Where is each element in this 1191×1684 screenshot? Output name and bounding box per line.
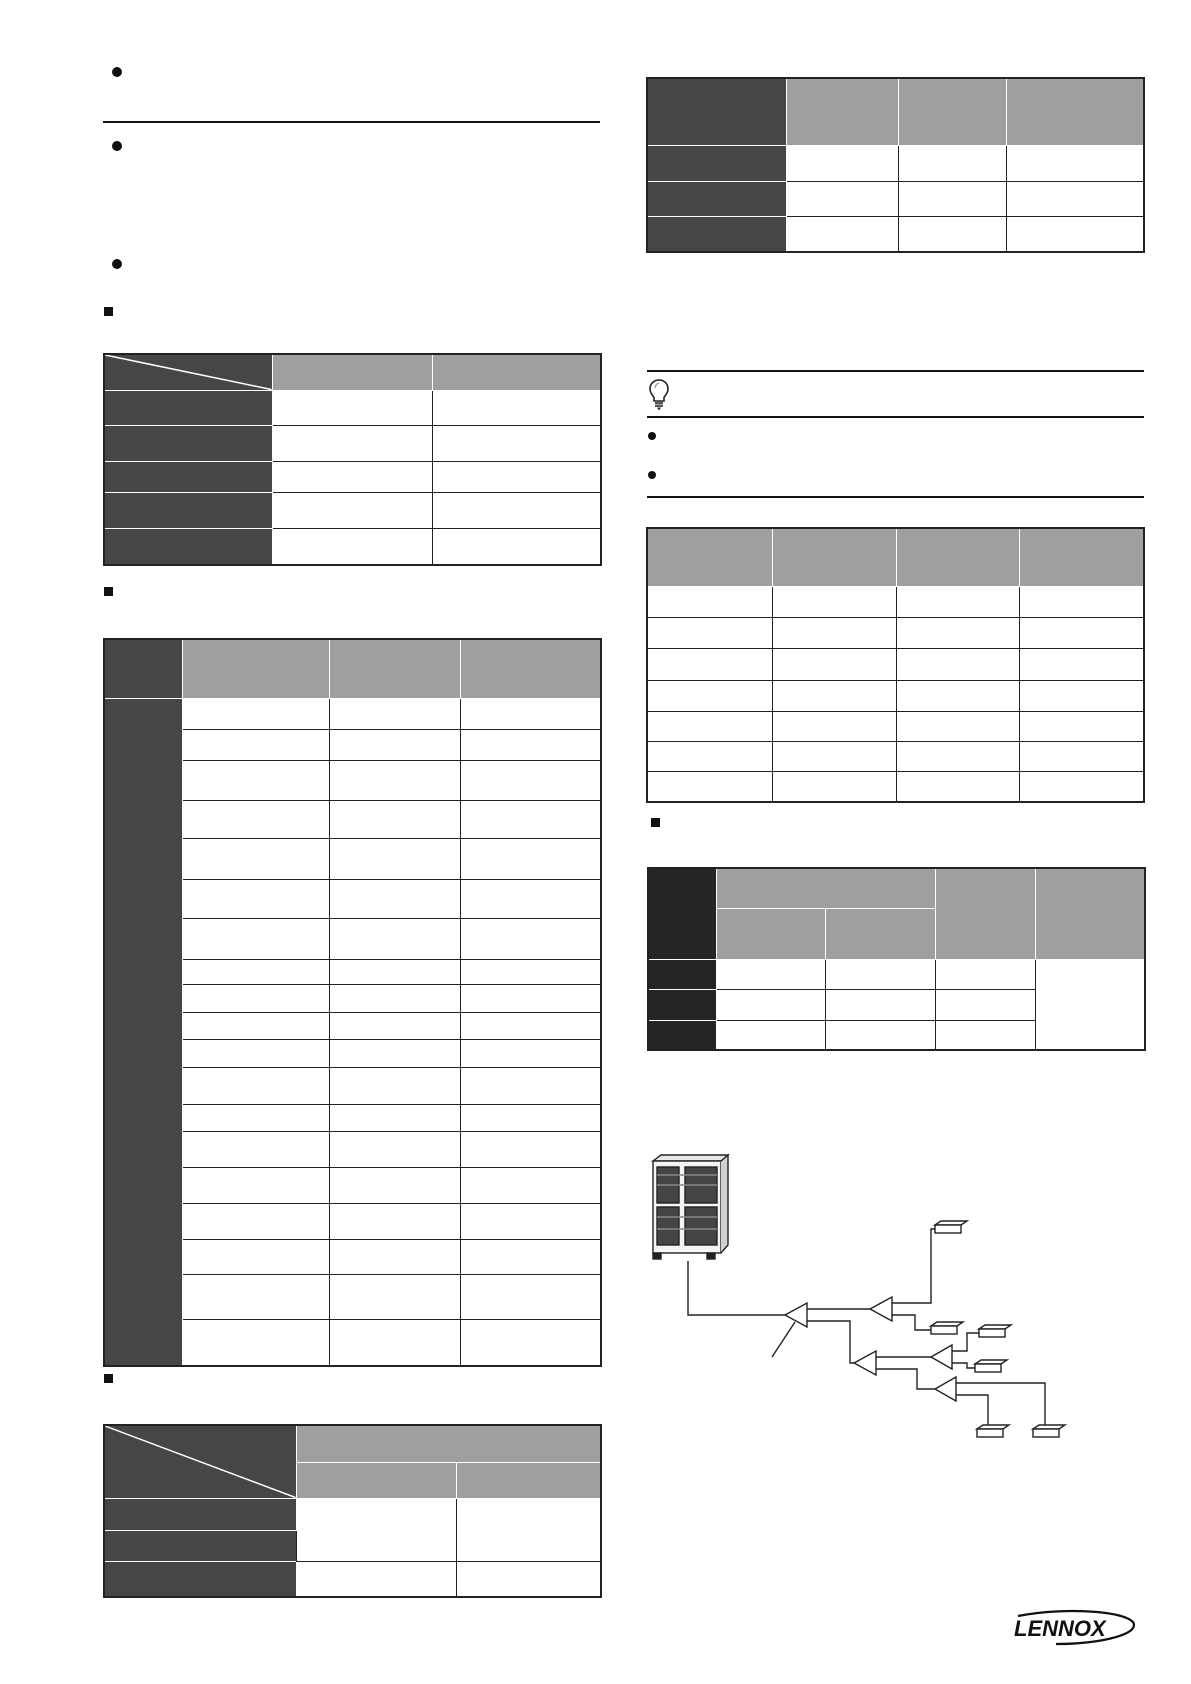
table-header-cell (182, 639, 329, 698)
cell (329, 1274, 460, 1319)
table-header-diagonal (104, 354, 272, 390)
cell (647, 771, 772, 802)
table-header-cell (296, 1425, 601, 1462)
cell (182, 984, 329, 1012)
cell (182, 918, 329, 959)
cell (460, 729, 601, 760)
cell (460, 1167, 601, 1203)
cell (460, 918, 601, 959)
cell (460, 1274, 601, 1319)
cell (1019, 771, 1144, 802)
cell (825, 1020, 935, 1050)
row-header (104, 461, 272, 492)
svg-text:LENNOX: LENNOX (1014, 1616, 1106, 1641)
cell (1006, 145, 1144, 181)
table-header-cell (896, 528, 1019, 586)
cell (647, 648, 772, 680)
lightbulb-icon (649, 379, 669, 412)
cell (460, 1012, 601, 1039)
cell (460, 1039, 601, 1067)
cell (182, 1319, 329, 1366)
table-header-cell (647, 528, 772, 586)
cell (182, 959, 329, 984)
cell (647, 680, 772, 711)
table-header-cell (786, 78, 898, 145)
cell (460, 800, 601, 838)
cell (896, 586, 1019, 617)
cell (329, 729, 460, 760)
cell (329, 918, 460, 959)
cell (182, 1104, 329, 1131)
cell (182, 1131, 329, 1167)
table-header-cell (1035, 868, 1145, 959)
cell (329, 984, 460, 1012)
cell (329, 1067, 460, 1104)
cell (329, 959, 460, 984)
table-header-cell (432, 354, 601, 390)
cell (329, 1012, 460, 1039)
cell (460, 984, 601, 1012)
cell (329, 1319, 460, 1366)
cell (935, 989, 1035, 1020)
cell (460, 1131, 601, 1167)
row-header (104, 528, 272, 565)
cell (460, 879, 601, 918)
cell (786, 145, 898, 181)
cell (898, 216, 1006, 252)
cell (647, 617, 772, 648)
cell (1019, 648, 1144, 680)
section-marker (104, 1374, 113, 1383)
cell (182, 1067, 329, 1104)
cell (182, 1203, 329, 1239)
table-header-cell (1019, 528, 1144, 586)
cell (1006, 181, 1144, 216)
cell (825, 989, 935, 1020)
bullet-dot (112, 141, 122, 151)
table-header-cell (272, 354, 432, 390)
table-2 (103, 638, 602, 1367)
cell (460, 1203, 601, 1239)
section-marker (651, 818, 660, 827)
cell (647, 711, 772, 741)
piping-diagram (645, 1135, 1105, 1455)
row-group-header (104, 698, 182, 1366)
bullet-dot (648, 471, 656, 479)
cell (329, 698, 460, 729)
cell (329, 1239, 460, 1274)
section-marker (104, 307, 113, 316)
table-5 (646, 527, 1145, 803)
tip-top-rule (647, 370, 1144, 372)
table-header-cell (456, 1462, 601, 1498)
divider (103, 121, 600, 123)
row-header (104, 1530, 296, 1561)
table-header-cell (825, 908, 935, 959)
row-header (647, 145, 786, 181)
cell (182, 729, 329, 760)
cell (182, 1039, 329, 1067)
cell (460, 760, 601, 800)
row-header (104, 1498, 296, 1530)
cell (896, 741, 1019, 771)
cell (1019, 586, 1144, 617)
cell (329, 800, 460, 838)
bullet-dot (112, 67, 122, 77)
cell (432, 425, 601, 461)
cell (716, 1020, 825, 1050)
cell (1019, 680, 1144, 711)
row-header (104, 425, 272, 461)
cell (456, 1498, 601, 1561)
cell (935, 959, 1035, 989)
cell (296, 1498, 456, 1561)
row-header (104, 390, 272, 425)
cell (272, 425, 432, 461)
cell (898, 181, 1006, 216)
cell (825, 959, 935, 989)
cell (896, 680, 1019, 711)
cell (182, 698, 329, 729)
cell (896, 648, 1019, 680)
outdoor-unit-icon (653, 1155, 728, 1259)
table-header-cell (647, 78, 786, 145)
cell (182, 879, 329, 918)
cell (329, 760, 460, 800)
cell (182, 838, 329, 879)
cell (896, 771, 1019, 802)
cell (182, 1167, 329, 1203)
cell (329, 879, 460, 918)
cell (647, 741, 772, 771)
cell (1019, 711, 1144, 741)
cell (182, 760, 329, 800)
cell (329, 1203, 460, 1239)
cell (272, 528, 432, 565)
cell (460, 838, 601, 879)
cell (786, 181, 898, 216)
cell (456, 1561, 601, 1597)
cell (772, 617, 896, 648)
table-header-cell (460, 639, 601, 698)
table-header-cell (296, 1462, 456, 1498)
row-header (647, 216, 786, 252)
lennox-logo (1010, 1608, 1140, 1648)
cell (772, 771, 896, 802)
table-header-diagonal (104, 1425, 296, 1498)
cell (896, 711, 1019, 741)
section-marker (104, 587, 113, 596)
row-header (648, 989, 716, 1020)
cell (898, 145, 1006, 181)
table-6 (647, 867, 1146, 1051)
cell (772, 680, 896, 711)
cell (460, 1104, 601, 1131)
row-header (648, 1020, 716, 1050)
cell (272, 492, 432, 528)
row-header (648, 959, 716, 989)
cell (460, 1319, 601, 1366)
table-header-cell (716, 908, 825, 959)
cell (460, 959, 601, 984)
cell (182, 1274, 329, 1319)
cell (716, 989, 825, 1020)
cell (772, 648, 896, 680)
cell (329, 1167, 460, 1203)
cell (182, 1239, 329, 1274)
cell (1035, 959, 1145, 1050)
cell (329, 1131, 460, 1167)
cell (460, 1239, 601, 1274)
table-header-cell (104, 639, 182, 698)
cell (182, 800, 329, 838)
bullet-dot (112, 259, 122, 269)
table-header-cell (716, 868, 935, 908)
table-header-cell (935, 868, 1035, 959)
table-header-cell (898, 78, 1006, 145)
cell (896, 617, 1019, 648)
cell (460, 1067, 601, 1104)
table-header-cell (1006, 78, 1144, 145)
table-3 (103, 1424, 602, 1598)
table-header-cell (648, 868, 716, 959)
tip-bottom-rule (647, 496, 1144, 498)
cell (329, 838, 460, 879)
table-header-cell (329, 639, 460, 698)
cell (432, 461, 601, 492)
cell (647, 586, 772, 617)
table-header-cell (772, 528, 896, 586)
cell (772, 711, 896, 741)
cell (786, 216, 898, 252)
bullet-dot (648, 432, 656, 440)
cell (432, 390, 601, 425)
table-4 (646, 77, 1145, 253)
cell (272, 461, 432, 492)
cell (182, 1012, 329, 1039)
cell (772, 586, 896, 617)
cell (329, 1104, 460, 1131)
row-header (104, 492, 272, 528)
tip-divider (647, 416, 1144, 418)
cell (432, 528, 601, 565)
row-header (104, 1561, 296, 1597)
cell (272, 390, 432, 425)
cell (432, 492, 601, 528)
table-1 (103, 353, 602, 566)
cell (935, 1020, 1035, 1050)
cell (329, 1039, 460, 1067)
cell (772, 741, 896, 771)
row-header (647, 181, 786, 216)
cell (460, 698, 601, 729)
cell (1019, 741, 1144, 771)
cell (1006, 216, 1144, 252)
cell (1019, 617, 1144, 648)
cell (296, 1561, 456, 1597)
cell (716, 959, 825, 989)
